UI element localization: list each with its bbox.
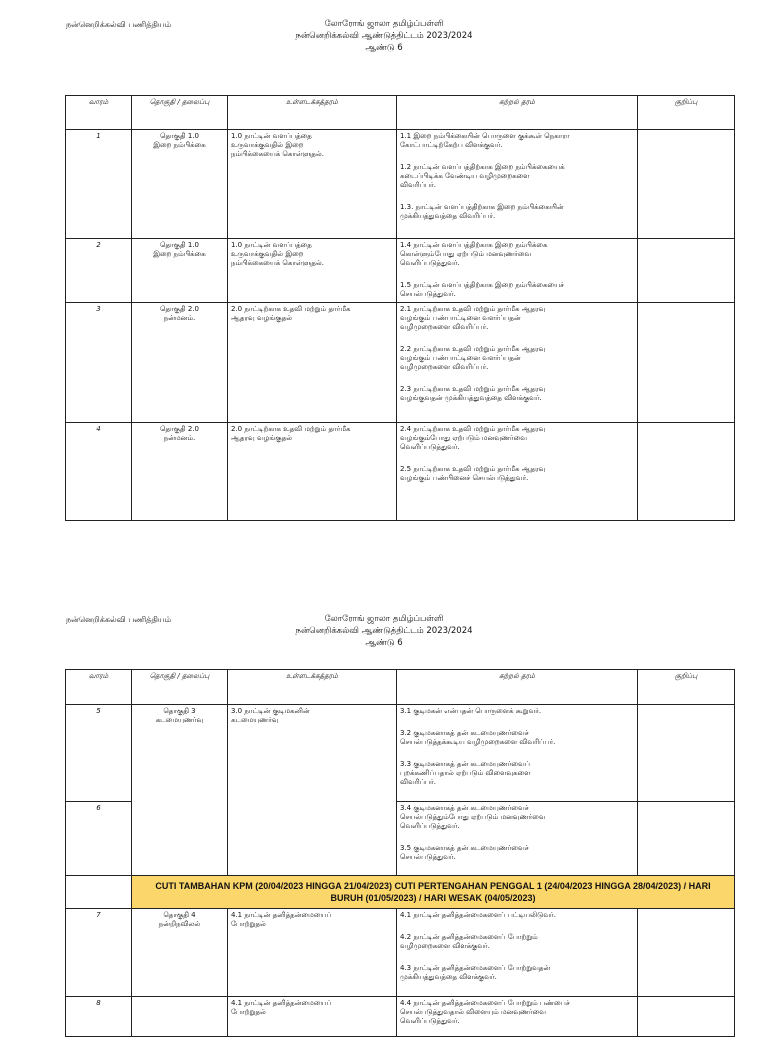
plan-title: நன்னெறிக்கல்வி ஆண்டுத்திட்டம் 2023/2024 [295,626,473,636]
unit-title: கடமையுணர்வு [155,716,204,724]
content-line: 1.0 நாட்டின் வளப்பத்தை [231,132,312,140]
learning-standard-item [400,281,634,299]
content-line: 4.1 நாட்டின் தனித்தன்மையைப் [231,999,332,1007]
plan-table-1 [65,95,735,521]
week-cell: 2 [66,239,132,303]
unit-number: தொகுதி 1.0 [160,132,199,140]
learning-standard-item [400,729,634,747]
standard-line: வழங்கும் பண்பாட்டினை வளர்ப்பதன் [400,354,521,362]
col-learning-standard: கற்றல் தரம் [397,96,638,130]
standard-line: முக்கியத்துவத்தை விவரிப்பர். [400,212,496,220]
learning-standard-item [400,203,634,221]
week-cell: 5 [66,705,132,802]
col-week: வாரம் [66,670,132,705]
note-cell [638,802,735,876]
col-learning-standard: கற்றல் தரம் [397,670,638,705]
col-unit: தொகுதி / தலைப்பு [132,96,228,130]
content-line: 4.1 நாட்டின் தனித்தன்மையைப் [231,911,332,919]
standard-line: வழங்கும்போது ஏற்படும் மனவுணர்வை [400,434,527,442]
content-line: உருவாக்குவதில் இறை [231,141,304,149]
table-row [66,239,735,303]
plan-table-2 [65,669,735,1037]
year-label: ஆண்டு 6 [365,638,403,648]
standard-line: 3.1 குடிமகன் என்பதன் பொருளைக் கூறுவர். [400,707,542,715]
standard-line: 4.2 நாட்டின் தனித்தன்மைகளைப் போற்றும் [400,933,538,941]
standard-line: முக்கியத்துவத்தை விளக்குவர். [400,973,497,981]
unit-cell [132,909,228,997]
unit-number: தொகுதி 3 [163,707,196,715]
col-note: குறிப்பு [638,670,735,705]
standard-line: செயல்படுத்துவர். [400,853,456,861]
content-line: நம்பிக்கையைக் கொள்ளுதல். [231,259,324,267]
page-header [0,613,768,649]
learning-standard-item [400,999,634,1026]
unit-cell [132,130,228,239]
note-cell [638,423,735,521]
table-header-row [66,96,735,130]
week-cell: 7 [66,909,132,997]
unit-cell [132,239,228,303]
week-cell: 8 [66,997,132,1037]
content-standard-cell [228,997,397,1037]
unit-title: இறை நம்பிக்கை [153,141,206,149]
year-label: ஆண்டு 6 [365,43,403,53]
unit-cell [132,423,228,521]
learning-standard-cell [397,802,638,876]
learning-standard-item [400,707,634,716]
learning-standard-item [400,911,634,920]
standard-line: வெளிப்படுத்துவர். [400,443,460,451]
learning-standard-item [400,425,634,452]
content-line: போற்றுதல் [231,920,266,928]
col-note: குறிப்பு [638,96,735,130]
standard-line: 3.2 குடிமகனாகத் தன் கடமையுணர்வைச் [400,729,529,737]
content-line: 2.0 நாட்டிற்காக உதவி மற்றும் தார்மீக [231,305,351,313]
standard-line: கோட்பாட்டிற்கேற்ப விளக்குவர். [400,141,503,149]
week-cell: 6 [66,802,132,876]
page-header [0,18,768,54]
standard-line: 1.1 இறை நம்பிக்கையின் பொருளை குக்கூள் நெகாரா [400,132,570,140]
standard-line: விவரிப்பர். [400,778,437,786]
holiday-banner: CUTI TAMBAHAN KPM (20/04/2023 HINGGA 21/04/2023) CUTI PERTENGAHAN PENGGAL 1 (24/04/2023 HINGGA 28/04/2023) / HARI BURUH (01/05/2023) / HARI WESAK (04/05/2023) [132,876,735,909]
unit-title: நன்மனம். [163,314,196,322]
standard-line: 2.2 நாட்டிற்காக உதவி மற்றும் தார்மீக ஆதரவு [400,345,546,353]
unit-title: இறை நம்பிக்கை [153,250,206,258]
standard-line: வழங்கும் பண்பாட்டினை வளர்ப்பதன் [400,314,521,322]
unit-number: தொகுதி 4 [163,911,196,919]
learning-standard-cell [397,423,638,521]
standard-line: வெளிப்படுத்துவர். [400,822,460,830]
content-line: 3.0 நாட்டின் குடிமகனின் [231,707,310,715]
standard-line: வழிமுறைகளை விவரிப்பர். [400,323,489,331]
standard-line: 4.3 நாட்டின் தனித்தன்மைகளைப் போற்றுவதன் [400,964,551,972]
content-standard-cell [228,705,397,876]
standard-line: 1.3. நாட்டின் வளப்பத்திற்காக இறை நம்பிக்கையின் [400,203,564,211]
standard-line: வழங்கும் பண்பினைச் செயல்படுத்துவர். [400,474,529,482]
holiday-row [66,876,735,909]
standard-line: 1.5 நாட்டின் வளப்பத்திற்காக இறை நம்பிக்கையைச் [400,281,565,289]
learning-standard-item [400,465,634,483]
standard-line: 3.4 குடிமகனாகத் தன் கடமையுணர்வைச் [400,804,529,812]
week-cell [66,876,132,909]
learning-standard-cell [397,130,638,239]
table-row [66,303,735,423]
content-line: போற்றுதல் [231,1008,266,1016]
learning-standard-item [400,305,634,332]
note-cell [638,303,735,423]
learning-standard-item [400,241,634,268]
table-row [66,997,735,1037]
unit-title: நன்மனம். [163,434,196,442]
learning-standard-cell [397,909,638,997]
learning-standard-item [400,163,634,190]
standard-line: வழிமுறைகளை விவரிப்பர். [400,363,489,371]
standard-line: 4.4 நாட்டின் தனித்தன்மைகளைப் போற்றும் பண்பைச் [400,999,570,1007]
unit-number: தொகுதி 2.0 [160,305,199,313]
learning-standard-item [400,385,634,403]
content-standard-cell [228,303,397,423]
page-header-left: நன்னெறிக்கல்வி பணித்தியம் [66,20,172,29]
table-row [66,130,735,239]
school-name: லோரோங் ஜாலா தமிழ்ப்பள்ளி [324,614,444,624]
standard-line: செயல்படுத்தும்போது ஏற்படும் மனவுணர்வை [400,813,546,821]
plan-title: நன்னெறிக்கல்வி ஆண்டுத்திட்டம் 2023/2024 [295,31,473,41]
content-line: ஆதரவு வழங்குதல் [231,314,292,322]
standard-line: 2.4 நாட்டிற்காக உதவி மற்றும் தார்மீக ஆதரவு [400,425,546,433]
learning-standard-item [400,933,634,951]
unit-number: தொகுதி 2.0 [160,425,199,433]
content-standard-cell [228,239,397,303]
standard-line: 1.4 நாட்டின் வளப்பத்திற்காக இறை நம்பிக்கை [400,241,548,249]
standard-line: வழிமுறைகளை விளக்குவர். [400,942,490,950]
standard-line: வழங்குவதன் முக்கியத்துவத்தை விளக்குவர். [400,394,542,402]
learning-standard-cell [397,303,638,423]
standard-line: புறக்கணிப்பதால் ஏற்படும் விளைவுகளை [400,769,531,777]
learning-standard-item [400,345,634,372]
standard-line: 1.2 நாட்டின் வளப்பத்திற்காக இறை நம்பிக்கையைக் [400,163,565,171]
week-cell: 4 [66,423,132,521]
unit-cell [132,997,228,1037]
standard-line: விவரிப்பர். [400,181,437,189]
unit-title: நன்றிநவிலல் [158,920,201,928]
content-line: 2.0 நாட்டிற்காக உதவி மற்றும் தார்மீக [231,425,351,433]
content-line: கடமையுணர்வு [231,716,279,724]
note-cell [638,705,735,802]
table-header-row [66,670,735,705]
week-cell: 3 [66,303,132,423]
standard-line: செயல்படுத்தக்கூடிய வழிமுறைகளை விவரிப்பர். [400,738,556,746]
learning-standard-item [400,132,634,150]
note-cell [638,130,735,239]
school-name: லோரோங் ஜாலா தமிழ்ப்பள்ளி [324,19,444,29]
table-row [66,705,735,802]
plan-page-2 [0,600,768,1024]
table-row [66,423,735,521]
standard-line: வெளிப்படுத்துவர். [400,259,460,267]
standard-line: 2.3 நாட்டிற்காக உதவி மற்றும் தார்மீக ஆதரவு [400,385,546,393]
week-cell: 1 [66,130,132,239]
standard-line: வெளிப்படுத்துவர். [400,1017,460,1025]
unit-number: தொகுதி 1.0 [160,241,199,249]
standard-line: 4.1 நாட்டின் தனித்தன்மைகளைப் பட்டியலிடுவர். [400,911,556,919]
standard-line: 3.3 குடிமகனாகத் தன் கடமையுணர்வைப் [400,760,530,768]
learning-standard-item [400,844,634,862]
table-row [66,909,735,997]
learning-standard-item [400,760,634,787]
content-standard-cell [228,909,397,997]
standard-line: கடைப்பிடிக்க வேண்டிய வழிமுறைகளை [400,172,530,180]
standard-line: செயல்படுத்துவதால் விளையும் மனவுணர்வை [400,1008,546,1016]
unit-cell [132,303,228,423]
learning-standard-cell [397,997,638,1037]
learning-standard-cell [397,239,638,303]
col-unit: தொகுதி / தலைப்பு [132,670,228,705]
page-header-left: நன்னெறிக்கல்வி பணித்தியம் [66,615,172,624]
note-cell [638,997,735,1037]
standard-line: 2.1 நாட்டிற்காக உதவி மற்றும் தார்மீக ஆதரவு [400,305,546,313]
col-content-standard: உள்ளடக்கத்தரம் [228,96,397,130]
standard-line: கொள்ளும்போது ஏற்படும் மனவுணர்வை [400,250,532,258]
standard-line: செயல்படுத்துவர். [400,290,456,298]
learning-standard-item [400,804,634,831]
note-cell [638,239,735,303]
content-standard-cell [228,423,397,521]
col-content-standard: உள்ளடக்கத்தரம் [228,670,397,705]
standard-line: 3.5 குடிமகனாகத் தன் கடமையுணர்வைச் [400,844,529,852]
standard-line: 2.5 நாட்டிற்காக உதவி மற்றும் தார்மீக ஆதரவு [400,465,546,473]
content-line: 1.0 நாட்டின் வளப்பத்தை [231,241,312,249]
content-line: உருவாக்குவதில் இறை [231,250,304,258]
content-standard-cell [228,130,397,239]
col-week: வாரம் [66,96,132,130]
content-line: நம்பிக்கையைக் கொள்ளுதல். [231,150,324,158]
learning-standard-cell [397,705,638,802]
content-line: ஆதரவு வழங்குதல் [231,434,292,442]
note-cell [638,909,735,997]
learning-standard-item [400,964,634,982]
unit-cell [132,705,228,876]
